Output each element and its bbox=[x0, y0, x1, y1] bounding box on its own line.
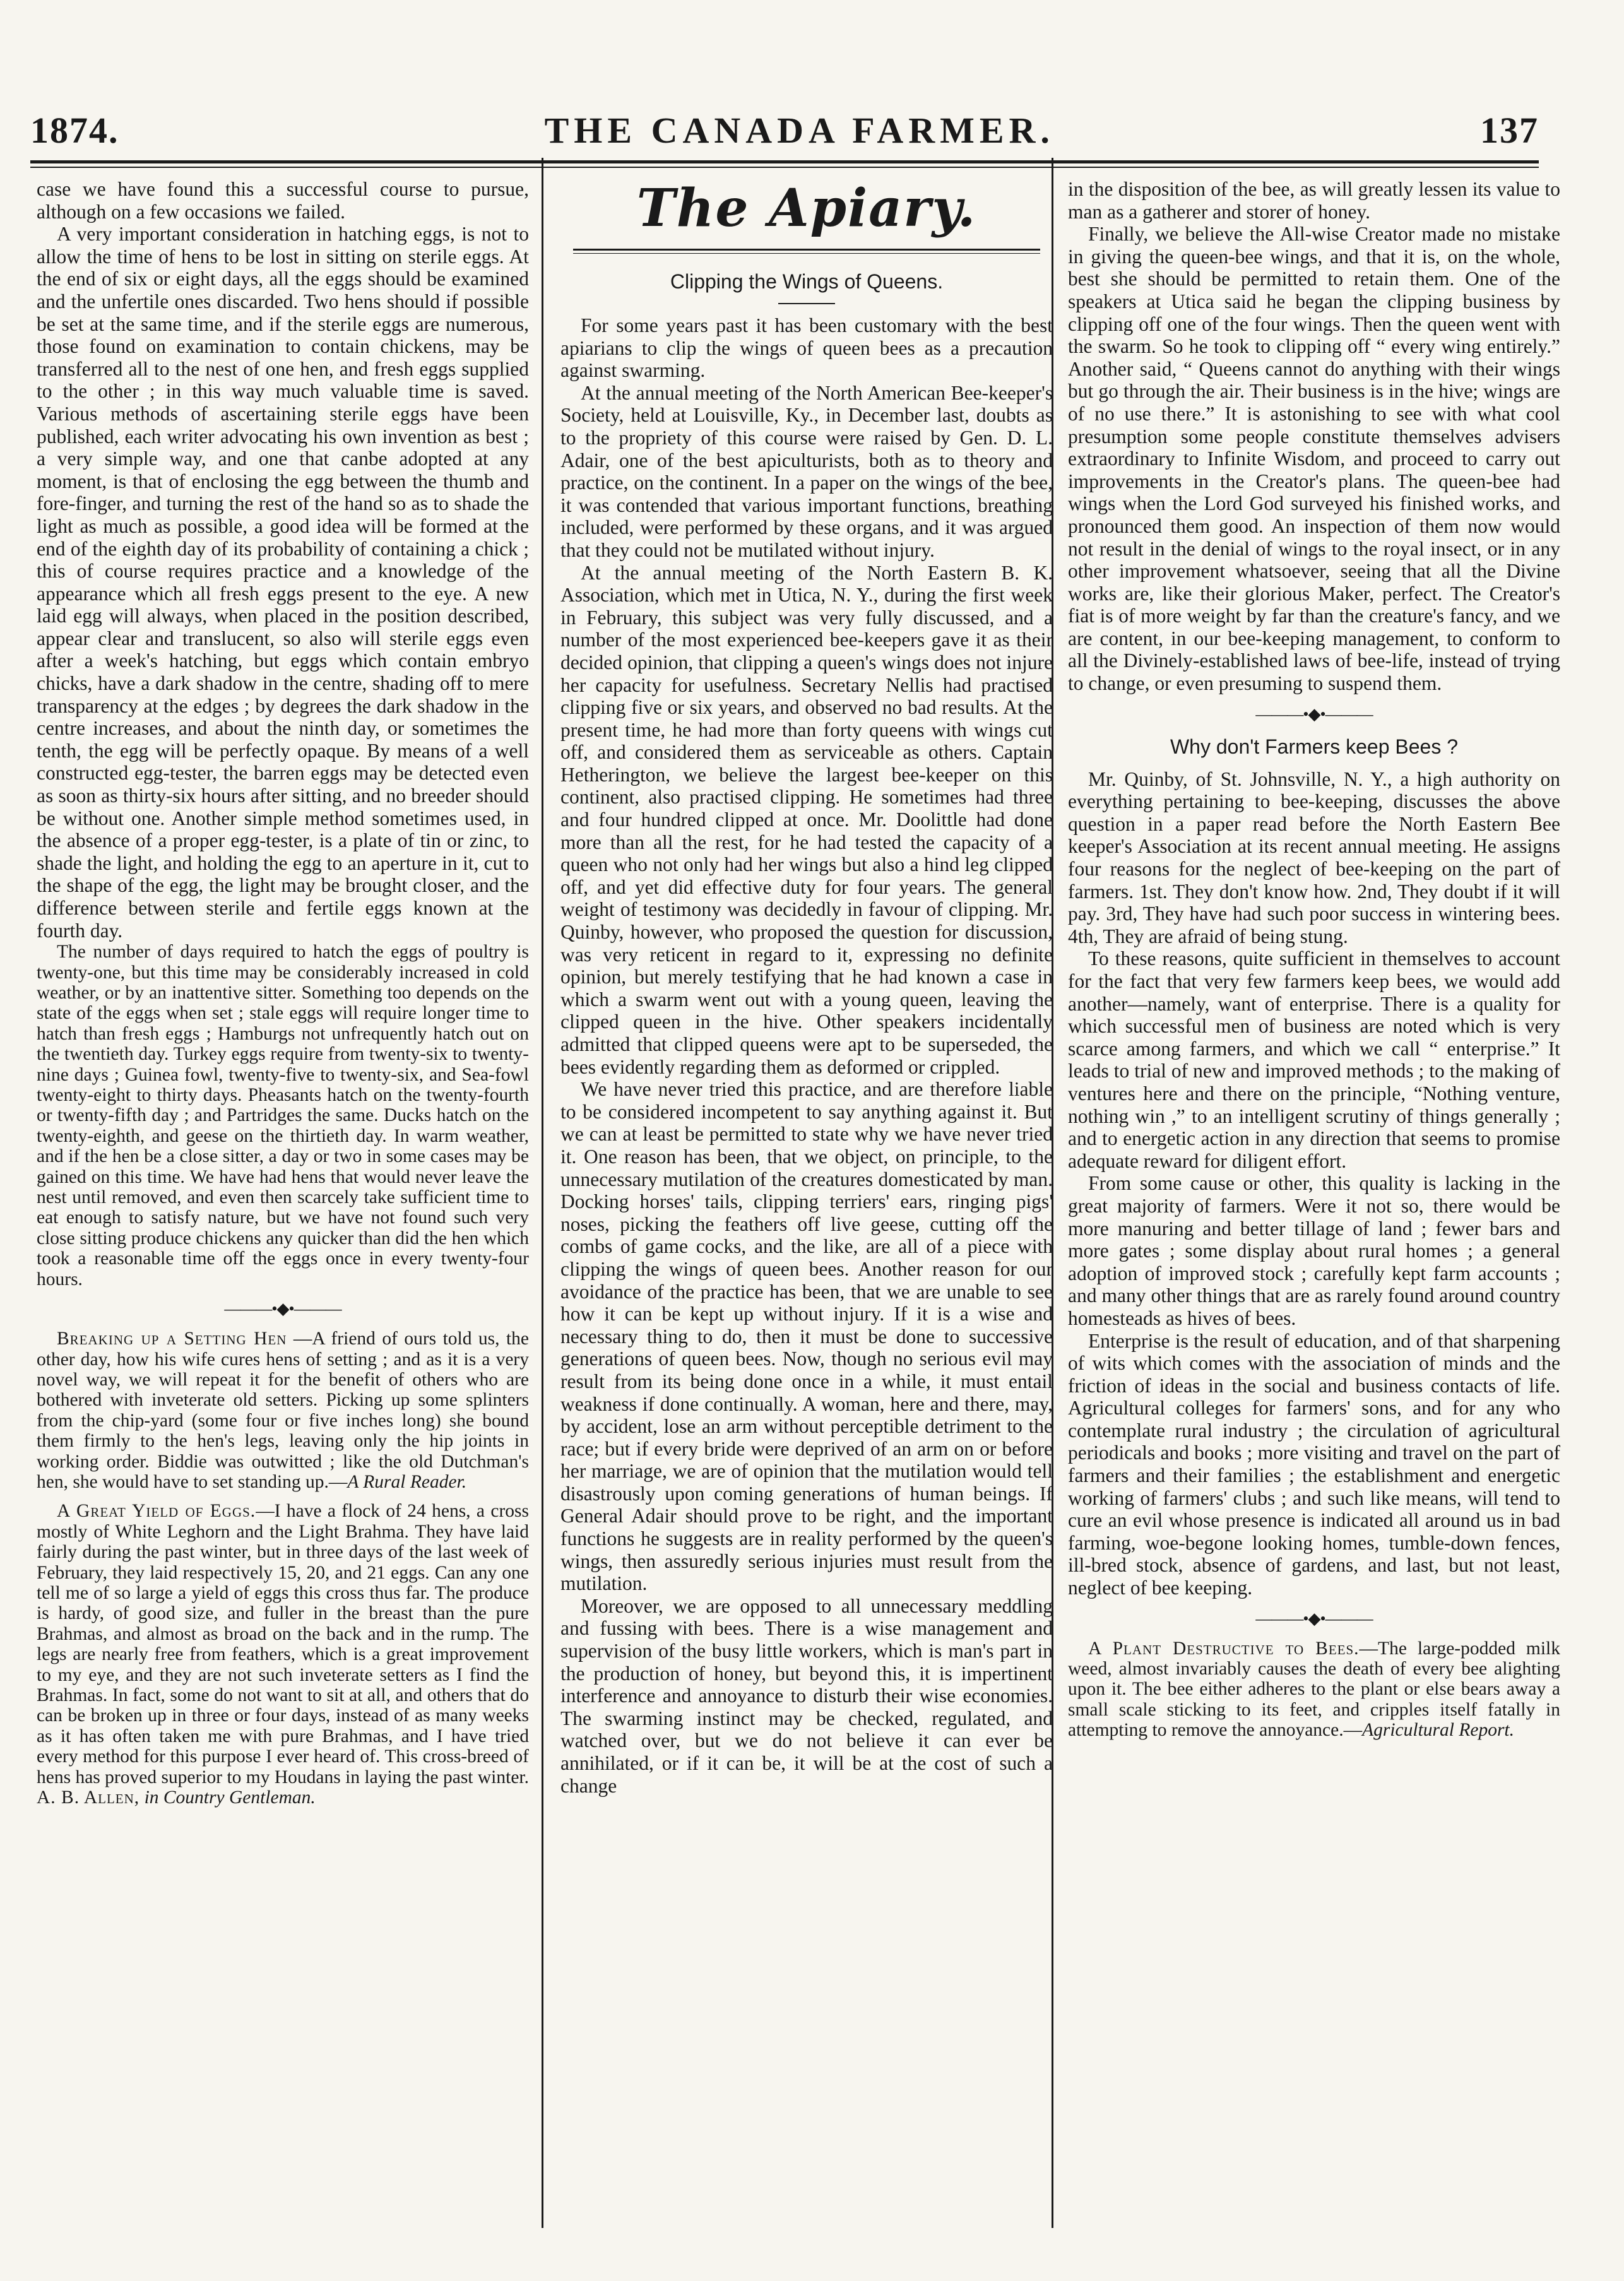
article-breaking-setting-hen bbox=[37, 1329, 529, 1492]
paragraph: From some cause or other, this quality is lacking in the great majority of farmers. Were it not so, there would be more manuring and better tillage of land ; fewer bars and more gates ; some display about rural homes ; a general adoption of improved stock ; carefully kept farm accounts ; and many other things that are as rarely found around country homesteads as hives of bees. bbox=[1068, 1172, 1560, 1329]
header-rule bbox=[30, 160, 1539, 163]
article-lead: Breaking up a Setting Hen bbox=[57, 1329, 287, 1349]
article-heading: Why don't Farmers keep Bees ? bbox=[1170, 735, 1459, 758]
paragraph: in the disposition of the bee, as will greatly lessen its value to man as a gatherer and storer of honey. bbox=[1068, 178, 1560, 223]
header-rule-thin bbox=[30, 167, 1539, 168]
paragraph: Enterprise is the result of education, and of that sharpening of wits which comes with the association of minds and the friction of ideas in the social and business contacts of life. Agricultural colleges for farmers' sons, and for any who contemplate rural industry ; the circulation of agricultural periodicals and books ; more visiting and travel on the part of farmers and their families ; the establishment and energetic working of farmers' clubs ; and such like means, will tend to cure an evil whose presence is indicated all around us in bad farming, woe-begone looking homes, tumble-down fences, ill-bred stock, absence of gardens, and last, but not least, neglect of bee keeping. bbox=[1068, 1329, 1560, 1599]
paragraph: Finally, we believe the All-wise Creator made no mistake in giving the queen-bee wings, and that it is, on the whole, best she should be permitted to retain them. One of the speakers at Utica said he began the clipping business by clipping off one of the four wings. Then the queen went with the swarm. So he took to clipping off “ every wing entirely.” Another said, “ Queens cannot do anything with their wings but go through the air. Their business is in the hive; wings are of no use there.” It is astonishing to see with what cool presumption some people constitute themselves advisers extraordinary to Infinite Wisdom, and proceed to carry out improvements in the Creator's plans. The queen-bee had wings when the Lord God surveyed his finished works, and pronounced them good. An inspection of them now would not result in the denial of wings to the royal insect, or in any other improvement whatsoever, seeing that all the Divine works are, like their glorious Maker, perfect. The Creator's fiat is of more weight by far than the creature's fancy, and we are content, in our bee-keeping management, to conform to all the Divinely-established laws of bee-life, instead of trying to change, or even presuming to suspend them. bbox=[1068, 223, 1560, 695]
article-text: —A friend of ours told us, the other day, how his wife cures hens of setting ; and as it is a very novel way, we will repeat it for the benefit of others who are bothered with inveterate old setters. Picking up some splinters from the chip-yard (some four or five inches long) she bound them firmly to the hen's legs, leaving only the hip joints in working order. Biddie was outwitted ; like the old Dutchman's hen, she would have to set standing up.— bbox=[37, 1329, 530, 1492]
article-text: —I have a flock of 24 hens, a cross mostly of White Leghorn and the Light Brahma. They have laid fairly during the past winter, but in three days of the last week of February, they laid respectively 15, 20, and 21 eggs. Can any one tell me of so large a yield of eggs this cross thus far. The produce is hardy, of good size, and fuller in the breast than the pure Brahmas, and almost as broad on the back and in the rump. The legs are nearly free from feathers, which is a great improvement to my eye, and they are not such inveterate setters as I find the Brahmas. In fact, some do not want to sit at all, and others that do can be broken up in three or four days, instead of as many weeks as it has often taken me with pure Brahmas, and I have tried every method for this purpose I ever heard of. This cross-breed of hens has proved superior to my Houdans in laying the past winter. bbox=[37, 1501, 529, 1787]
paragraph: case we have found this a successful course to pursue, although on a few occasions we failed. bbox=[37, 178, 529, 223]
article-source: Agricultural Report. bbox=[1362, 1720, 1515, 1741]
article-author: A. B. Allen, bbox=[37, 1787, 140, 1808]
article-great-yield-eggs bbox=[37, 1501, 529, 1787]
article-lead: A Plant Destructive to Bees. bbox=[1088, 1638, 1360, 1659]
department-rule bbox=[573, 249, 1040, 251]
paragraph: At the annual meeting of the North Eastern B. K. Association, which met in Utica, N. Y., during the first week in February, this subject was very fully discussed, and a number of the most experienced bee-keepers gave it as their decided opinion, that clipping a queen's wings does not injure her capacity for usefulness. Secretary Nellis had practised clipping five or six years, and observed no bad results. At the present time, he had more than forty queens with wings cut off, and considered them as serviceable as others. Captain Hetherington, we believe the largest bee-keeper on this continent, also practised clipping. He sometimes had three and four hundred clipped at once. Mr. Doolittle had done more than all the rest, for he had tested the capacity of a queen who not only had her wings but also a hind leg clipped off, and yet did effective duty for four years. The general weight of testimony was decidedly in favour of clipping. Mr. Quinby, however, who proposed the question for discussion, was very reticent in regard to it, expressing no definite opinion, but merely testifying that he had known a case in which a swarm went out with a young queen, leaving the clipped queen in the hive. Other speakers incidentally admitted that clipped queens were apt to be superseded, the bees evidently regarding them as deformed or crippled. bbox=[560, 561, 1053, 1078]
article-credit bbox=[37, 1787, 529, 1808]
masthead bbox=[30, 101, 1539, 151]
article-plant-destructive bbox=[1068, 1638, 1560, 1741]
paragraph: To these reasons, quite sufficient in themselves to account for the fact that very few farmers keep bees, we would add another—namely, want of enterprise. There is a quality for which successful men of business are noted which is very scarce among farmers, and which we call “ enterprise.” It leads to trial of new and improved methods ; to the making of ventures here and there on the principle, “Nothing venture, nothing win ,” to an intelligent scrutiny of things generally ; and to energetic action in any direction that seems to promise adequate reward for diligent effort. bbox=[1068, 947, 1560, 1172]
column-1 bbox=[37, 178, 529, 1808]
department-title: The Apiary. bbox=[636, 178, 977, 239]
column-3 bbox=[1068, 178, 1560, 1741]
article-source: in Country Gentleman. bbox=[139, 1787, 316, 1808]
paragraph: A very important consideration in hatching eggs, is not to allow the time of hens to be lost in sitting on sterile eggs. At the end of six or eight days, all the eggs should be examined and the unfertile ones discarded. Two hens should if possible be set at the same time, and if the sterile eggs are numerous, those found on examination to contain chickens, may be transferred all to the nest of one hen, and fresh eggs supplied to the other ; in this way much valuable time is saved. Various methods of ascertaining sterile eggs have been published, each writer advocating his own invention as best ; a very simple way, and one that canbe adopted at any moment, is that of enclosing the egg between the thumb and fore-finger, and turning the rest of the hand so as to shade the light as much as possible, a good idea will be formed at the end of the eighth day of its probability of containing a chick ; this of course requires practice and a knowledge of the appearance which all fresh eggs present to the eye. A new laid egg will always, when placed in the position described, appear clear and translucent, so also will sterile eggs even after a week's hatching, but eggs which contain embryo chicks, have a dark shadow in the centre, shading off to mere transparency at the edges ; by degrees the dark shadow in the centre increases, and about the ninth day, or sometimes the tenth, the egg will be perfectly opaque. By means of a well constructed egg-tester, the barren eggs may be detected even as soon as thirty-six hours after sitting, and no breeder should be without one. Another simple method sometimes used, in the absence of a proper egg-tester, is a plate of tin or zinc, to shade the light, and holding the egg to an aperture in it, cut to the shape of the egg, the light may be brought closer, and the difference between sterile and fertile eggs known at the fourth day. bbox=[37, 223, 529, 942]
section-ornament: ———•◆•——— bbox=[1255, 704, 1373, 723]
paragraph: Moreover, we are opposed to all unnecessary meddling and fussing with bees. There is a wise management and supervision of the busy little workers, which is man's part in the production of honey, but beyond this, it is impertinent interference and annoyance to disturb their wise economies. The swarming instinct may be checked, regulated, and watched over, but we do not believe it can ever be annihilated, or if it can be, it will be at the cost of such a change bbox=[560, 1594, 1053, 1797]
heading-rule bbox=[778, 303, 835, 304]
column-divider-1 bbox=[542, 158, 543, 2228]
spacer bbox=[37, 1492, 529, 1501]
header-year: 1874. bbox=[30, 110, 119, 151]
paragraph: We have never tried this practice, and are therefore liable to be considered incompetent to say anything against it. But we can at least be permitted to state why we have never tried it. One reason has been, that we object, on principle, to the unnecessary mutilation of the creatures domesticated by man. Docking horses' tails, clipping terriers' ears, ringing pigs' noses, picking the feathers off live geese, cutting off the combs of game cocks, and the like, are all of a piece with clipping the wings of queen bees. Another reason for our avoidance of the practice has been, that we are unable to see how it can be kept up without injury. If it is a wise and necessary thing to do, then it must be done to successive generations of queen bees. Now, though no serious evil may result from its being done once in a while, it must entail weakness if done continually. A woman, here and there, may, by accident, lose an arm without perceptible detriment to the race; but if every bride were deprived of an arm on or before her marriage, we are of opinion that the mutilation would tell disastrously upon coming generations of human beings. If General Adair should prove to be right, and the important functions he suggests are in reality performed by the queen's wings, then assuredly serious injuries must result from the mutilation. bbox=[560, 1078, 1053, 1595]
department-rule-thin bbox=[573, 253, 1040, 254]
paragraph: Mr. Quinby, of St. Johnsville, N. Y., a high authority on everything pertaining to bee-keeping, discusses the above question in a paper read before the North Eastern Bee keeper's Association at its recent annual meeting. He assigns four reasons for the neglect of bee-keeping on the part of farmers. 1st. They don't know how. 2nd, They doubt if it will pay. 3rd, They have had such poor success in wintering bees. 4th, They are afraid of being stung. bbox=[1068, 767, 1560, 947]
page-number: 137 bbox=[1480, 110, 1539, 151]
paragraph: At the annual meeting of the North American Bee-keeper's Society, held at Louisville, Ky., in December last, doubts as to the propriety of this course were raised by Gen. D. L. Adair, one of the best apiculturists, both as to theory and practice, on the continent. In a paper on the wings of the bee, it was contended that various important functions, breathing included, were performed by these organs, and it was argued that they could not be mutilated without injury. bbox=[560, 381, 1053, 561]
paragraph: For some years past it has been customary with the best apiarians to clip the wings of queen bees as a precaution against swarming. bbox=[560, 314, 1053, 382]
newspaper-title: THE CANADA FARMER. bbox=[544, 110, 1055, 151]
article-source: A Rural Reader. bbox=[347, 1471, 467, 1492]
paragraph: The number of days required to hatch the eggs of poultry is twenty-one, but this time may be considerably increased in cold weather, or by an inattentive sitter. Something too depends on the state of the eggs when set ; stale eggs will require longer time to hatch than fresh eggs ; Hamburgs not unfrequently hatch out on the twentieth day. Turkey eggs require from twenty-six to twenty-nine days ; Guinea fowl, twenty-five to twenty-six, and Sea-fowl twenty-eight to thirty days. Pheasants hatch on the twenty-fourth or twenty-fifth day ; and Partridges the same. Ducks hatch on the twenty-eighth, and geese on the thirtieth day. In warm weather, and if the hen be a close sitter, a day or two in some cases may be gained on this time. We have had hens that would never leave the nest until removed, and even then scarcely take sufficient time to eat enough to satisfy nature, but we have not found such very close sitting produce chickens any quicker than did the hen which took a reasonable time off the eggs once in every twenty-four hours. bbox=[37, 942, 529, 1289]
section-ornament: ———•◆•——— bbox=[224, 1300, 341, 1318]
section-ornament: ———•◆•——— bbox=[1255, 1609, 1373, 1628]
article-heading: Clipping the Wings of Queens. bbox=[670, 270, 944, 293]
article-text: —The large-podded milk weed, almost invariably causes the death of every bee alighting upon it. The bee either adheres to the plant or else bears away a small scale sticking to its feet, and cripples itself fatally in attempting to remove the annoyance.— bbox=[1068, 1638, 1561, 1741]
article-lead: A Great Yield of Eggs. bbox=[57, 1501, 256, 1522]
column-2 bbox=[560, 178, 1053, 1797]
